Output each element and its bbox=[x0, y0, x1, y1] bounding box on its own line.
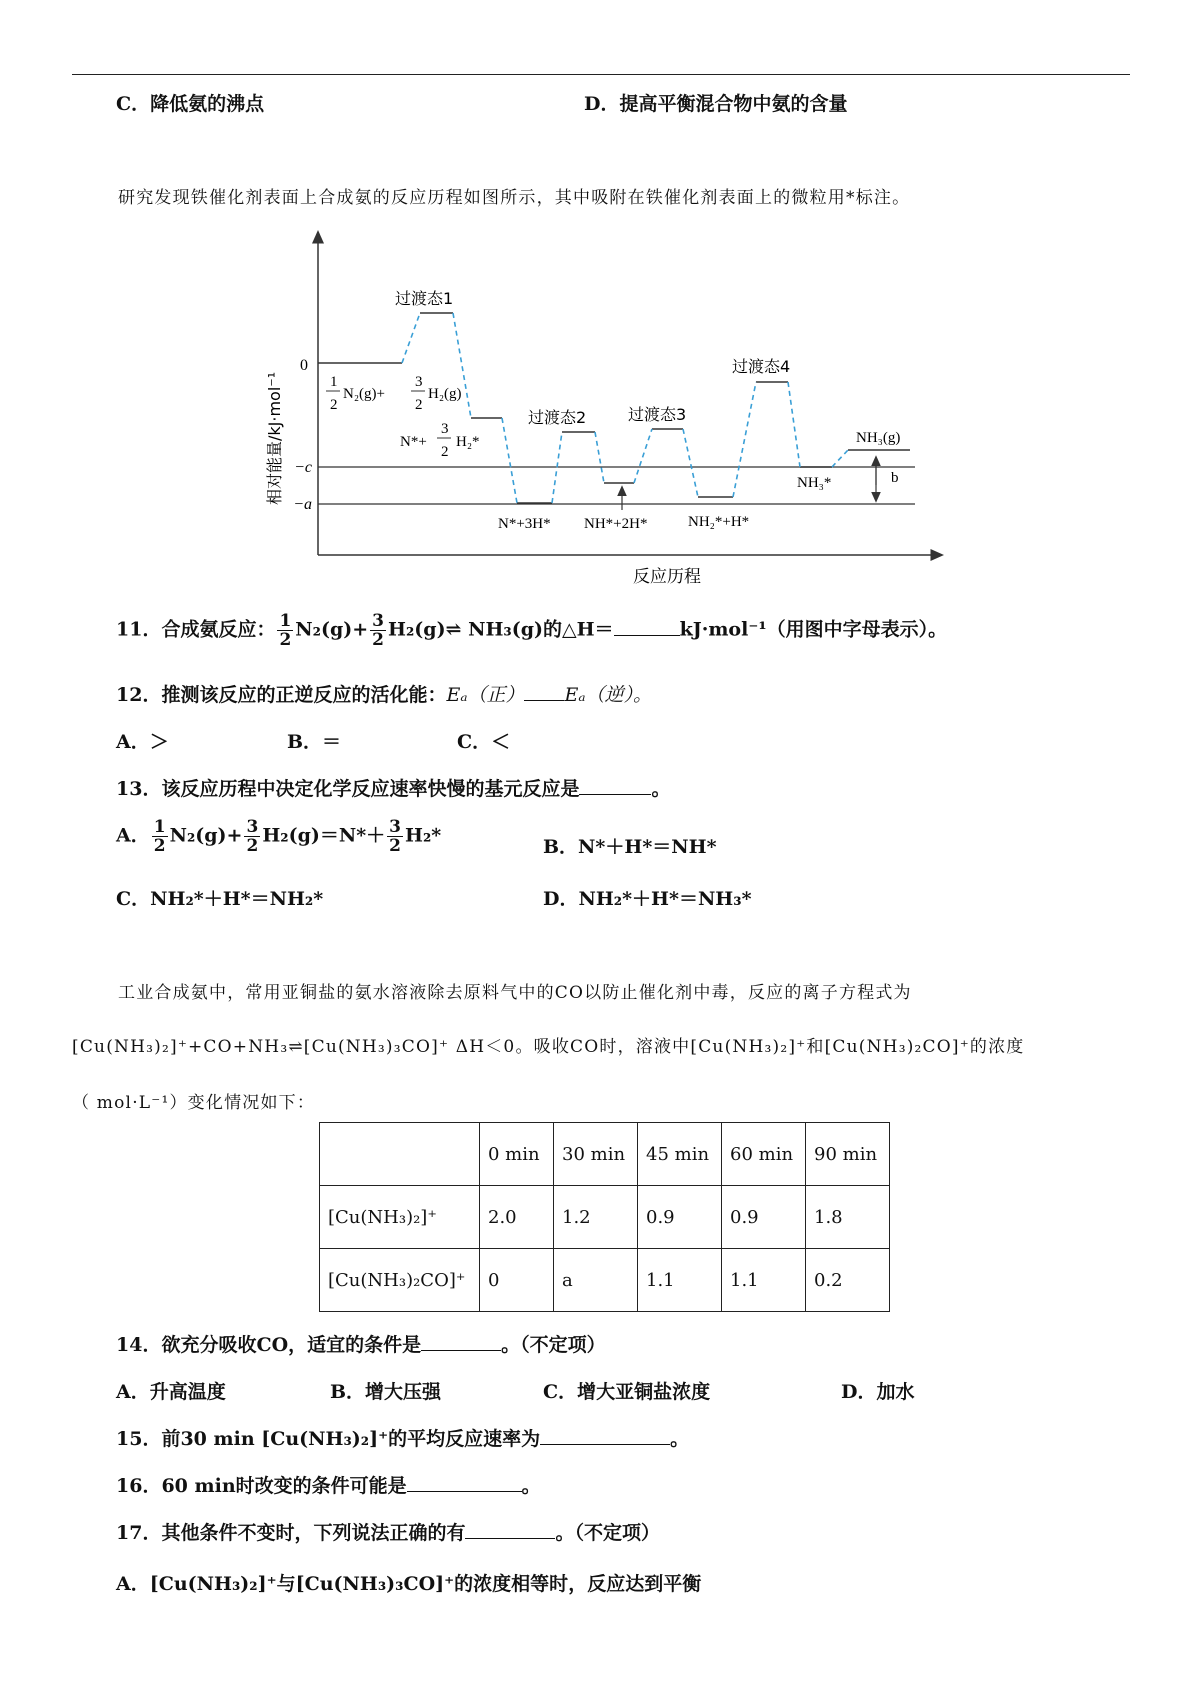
start-frac1-num: 1 bbox=[330, 374, 338, 390]
start-n2: N₂(g)+ bbox=[343, 386, 386, 402]
intro-paragraph-2-line1: 工业合成氨中，常用亚铜盐的氨水溶液除去原料气中的CO以防止催化剂中毒，反应的离子方程式为 bbox=[118, 983, 912, 1003]
table-cell: 0.2 bbox=[806, 1249, 890, 1312]
q13-option-b: B．N*＋H*＝NH* bbox=[543, 836, 717, 858]
y-tick-0: 0 bbox=[300, 357, 308, 374]
table-cell: 1.1 bbox=[638, 1249, 722, 1312]
ads-n-label: N*+ bbox=[400, 434, 427, 450]
table-row bbox=[320, 1186, 890, 1249]
option-c-prev: C．降低氨的沸点 bbox=[116, 93, 265, 115]
table-header-cell: 90 min bbox=[806, 1123, 890, 1186]
q13-option-c: C．NH₂*＋H*＝NH₂* bbox=[116, 888, 324, 910]
y-tick-minus-c: −c bbox=[294, 459, 312, 476]
table-row bbox=[320, 1249, 890, 1312]
table-cell: [Cu(NH₃)₂CO]⁺ bbox=[320, 1249, 480, 1312]
q13-option-d: D．NH₂*＋H*＝NH₃* bbox=[543, 888, 752, 910]
table-header-cell: 0 min bbox=[480, 1123, 554, 1186]
nh2h2-label: NH₂*+H* bbox=[688, 514, 750, 530]
q14-option-a: A．升高温度 bbox=[116, 1381, 226, 1403]
table-cell: 1.8 bbox=[806, 1186, 890, 1249]
start-frac1-den: 2 bbox=[330, 397, 338, 413]
table-cell: 0 bbox=[480, 1249, 554, 1312]
ads-h2-label: H₂* bbox=[456, 434, 480, 450]
answer-blank-17 bbox=[465, 1519, 555, 1539]
option-d-prev: D．提高平衡混合物中氨的含量 bbox=[584, 93, 848, 115]
ts1-label: 过渡态1 bbox=[395, 289, 454, 308]
table-cell: 0.9 bbox=[722, 1186, 806, 1249]
q17-option-a: A．[Cu(NH₃)₂]⁺与[Cu(NH₃)₃CO]⁺的浓度相等时，反应达到平衡 bbox=[116, 1573, 702, 1595]
nh2h-label: NH*+2H* bbox=[584, 516, 648, 532]
q12-option-a: A．＞ bbox=[116, 731, 169, 753]
table-cell: 1.1 bbox=[722, 1249, 806, 1312]
q13-option-a: A． $\frac{1}{2}$ N₂(g)+ $\frac{3}{2}$ H₂(g)＝N*＋ $\frac{3}{2}$ H₂* bbox=[116, 817, 442, 856]
intro-paragraph-1: 研究发现铁催化剂表面上合成氨的反应历程如图所示，其中吸附在铁催化剂表面上的微粒用*标注。 bbox=[118, 188, 911, 208]
question-13: 13．该反应历程中决定化学反应速率快慢的基元反应是 。 bbox=[116, 774, 670, 801]
q14-option-b: B．增大压强 bbox=[330, 1381, 442, 1403]
question-12: 12．推测该反应的正逆反应的活化能：Eₐ（正） Eₐ（逆）。 bbox=[116, 680, 652, 707]
table-cell: 2.0 bbox=[480, 1186, 554, 1249]
y-tick-minus-a: −a bbox=[293, 496, 312, 513]
energy-profile-diagram bbox=[255, 225, 955, 595]
ts4-label: 过渡态4 bbox=[732, 357, 791, 376]
b-label: b bbox=[891, 470, 899, 486]
answer-blank-13 bbox=[579, 775, 651, 795]
table-cell: 1.2 bbox=[554, 1186, 638, 1249]
intro-paragraph-2-line3: （ mol·L⁻¹）变化情况如下： bbox=[72, 1093, 316, 1113]
q14-option-c: C．增大亚铜盐浓度 bbox=[543, 1381, 711, 1403]
question-11: 11．合成氨反应： $\frac{1}{2}$ N₂(g)+ $\frac{3}{2}$ H₂(g)⇌ NH₃(g)的△H＝ kJ·mol⁻¹（用图中字母表示）。 bbox=[116, 611, 948, 650]
q12-option-c: C．＜ bbox=[457, 731, 511, 753]
answer-blank-12 bbox=[524, 681, 564, 701]
question-15: 15．前30 min [Cu(NH₃)₂]⁺的平均反应速率为 。 bbox=[116, 1424, 689, 1451]
ts3-label: 过渡态3 bbox=[628, 405, 687, 424]
start-h2: H₂(g) bbox=[428, 386, 462, 402]
ts2-label: 过渡态2 bbox=[528, 408, 587, 427]
q14-option-d: D．加水 bbox=[841, 1381, 915, 1403]
intro-paragraph-2-line2: [Cu(NH₃)₂]⁺+CO+NH₃⇌[Cu(NH₃)₃CO]⁺ ΔH＜0。吸收CO时，溶液中[Cu(NH₃)₂]⁺和[Cu(NH₃)₂CO]⁺的浓度 bbox=[72, 1037, 1025, 1057]
n3h-label: N*+3H* bbox=[498, 516, 551, 532]
question-16: 16．60 min时改变的条件可能是 。 bbox=[116, 1471, 541, 1498]
x-axis-label: 反应历程 bbox=[633, 567, 701, 587]
table-header-cell bbox=[320, 1123, 480, 1186]
answer-blank-14 bbox=[421, 1331, 501, 1351]
table-header-cell: 45 min bbox=[638, 1123, 722, 1186]
header-rule bbox=[72, 74, 1130, 75]
y-axis-label: 相对能量/kJ·mol⁻¹ bbox=[265, 371, 284, 505]
concentration-table bbox=[319, 1122, 890, 1312]
answer-blank-16 bbox=[407, 1472, 522, 1492]
question-17: 17．其他条件不变时，下列说法正确的有 。（不定项） bbox=[116, 1518, 660, 1545]
ads-frac-num: 3 bbox=[441, 421, 449, 437]
table-header-row bbox=[320, 1123, 890, 1186]
table-cell: [Cu(NH₃)₂]⁺ bbox=[320, 1186, 480, 1249]
answer-blank-15 bbox=[540, 1425, 670, 1445]
table-cell: 0.9 bbox=[638, 1186, 722, 1249]
q12-option-b: B．＝ bbox=[287, 731, 342, 753]
answer-blank-11 bbox=[614, 616, 680, 636]
question-14: 14．欲充分吸收CO，适宜的条件是 。（不定项） bbox=[116, 1330, 606, 1357]
nh3-g-label: NH₃(g) bbox=[856, 430, 901, 446]
start-frac2-num: 3 bbox=[415, 374, 423, 390]
table-cell: a bbox=[554, 1249, 638, 1312]
ion-equation: [Cu(NH₃)₂]⁺+CO+NH₃⇌[Cu(NH₃)₃CO]⁺ ΔH＜0 bbox=[72, 1037, 516, 1057]
ads-frac-den: 2 bbox=[441, 444, 449, 460]
start-frac2-den: 2 bbox=[415, 397, 423, 413]
nh3-ads-label: NH₃* bbox=[797, 475, 832, 491]
table-header-cell: 60 min bbox=[722, 1123, 806, 1186]
table-header-cell: 30 min bbox=[554, 1123, 638, 1186]
